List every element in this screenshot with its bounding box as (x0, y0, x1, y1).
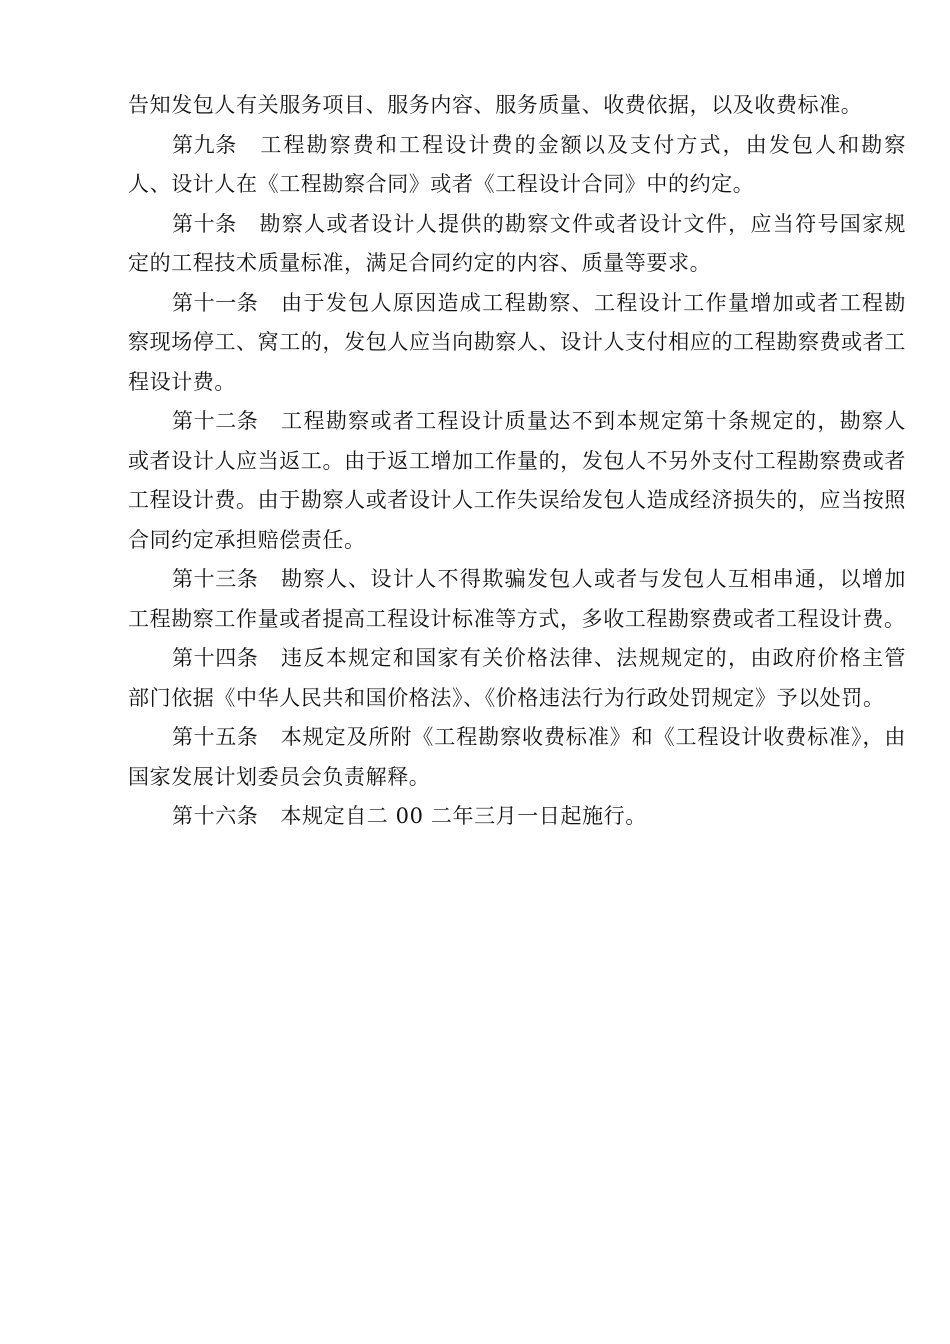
article-text: 本规定及所附《工程勘察收费标准》和《工程设计收费标准》，由国家发展计划委员会负责解释。 (128, 725, 906, 789)
article-text: 勘察人、设计人不得欺骗发包人或者与发包人互相串通，以增加工程勘察工作量或者提高工程设计标准等方式，多收工程勘察费或者工程设计费。 (128, 567, 906, 631)
article-12 (128, 402, 906, 560)
article-number: 第十六条 (172, 804, 259, 828)
article-11 (128, 284, 906, 403)
article-15 (128, 718, 906, 797)
article-16 (128, 797, 906, 837)
article-number: 第十五条 (172, 725, 259, 749)
article-text: 勘察人或者设计人提供的勘察文件或者设计文件，应当符号国家规定的工程技术质量标准，满足合同约定的内容、质量等要求。 (128, 211, 906, 275)
article-number: 第十二条 (172, 409, 259, 433)
article-text: 工程勘察或者工程设计质量达不到本规定第十条规定的，勘察人或者设计人应当返工。由于返工增加工作量的，发包人不另外支付工程勘察费或者工程设计费。由于勘察人或者设计人工作失误给发包人造成经济损失的，应当按照合同约定承担赔偿责任。 (128, 409, 906, 552)
article-text: 本规定自二 00 二年三月一日起施行。 (280, 804, 647, 828)
article-number: 第九条 (172, 132, 237, 157)
article-9 (128, 126, 906, 205)
article-number: 第十一条 (172, 290, 259, 315)
paragraph-text: 告知发包人有关服务项目、服务内容、服务质量、收费依据，以及收费标准。 (128, 93, 863, 117)
article-number: 第十三条 (172, 567, 259, 591)
article-14 (128, 639, 906, 718)
article-text: 违反本规定和国家有关价格法律、法规规定的，由政府价格主管部门依据《中华人民共和国价格法》、《价格违法行为行政处罚规定》予以处罚。 (128, 646, 906, 710)
article-text: 工程勘察费和工程设计费的金额以及支付方式，由发包人和勘察人、设计人在《工程勘察合同》或者《工程设计合同》中的约定。 (128, 132, 906, 196)
article-13 (128, 560, 906, 639)
article-10 (128, 205, 906, 284)
article-text: 由于发包人原因造成工程勘察、工程设计工作量增加或者工程勘察现场停工、窝工的，发包人应当向勘察人、设计人支付相应的工程勘察费或者工程设计费。 (128, 290, 906, 394)
article-number: 第十四条 (172, 646, 259, 670)
article-number: 第十条 (172, 211, 237, 236)
document-page (128, 86, 906, 837)
paragraph-continuation (128, 86, 906, 126)
